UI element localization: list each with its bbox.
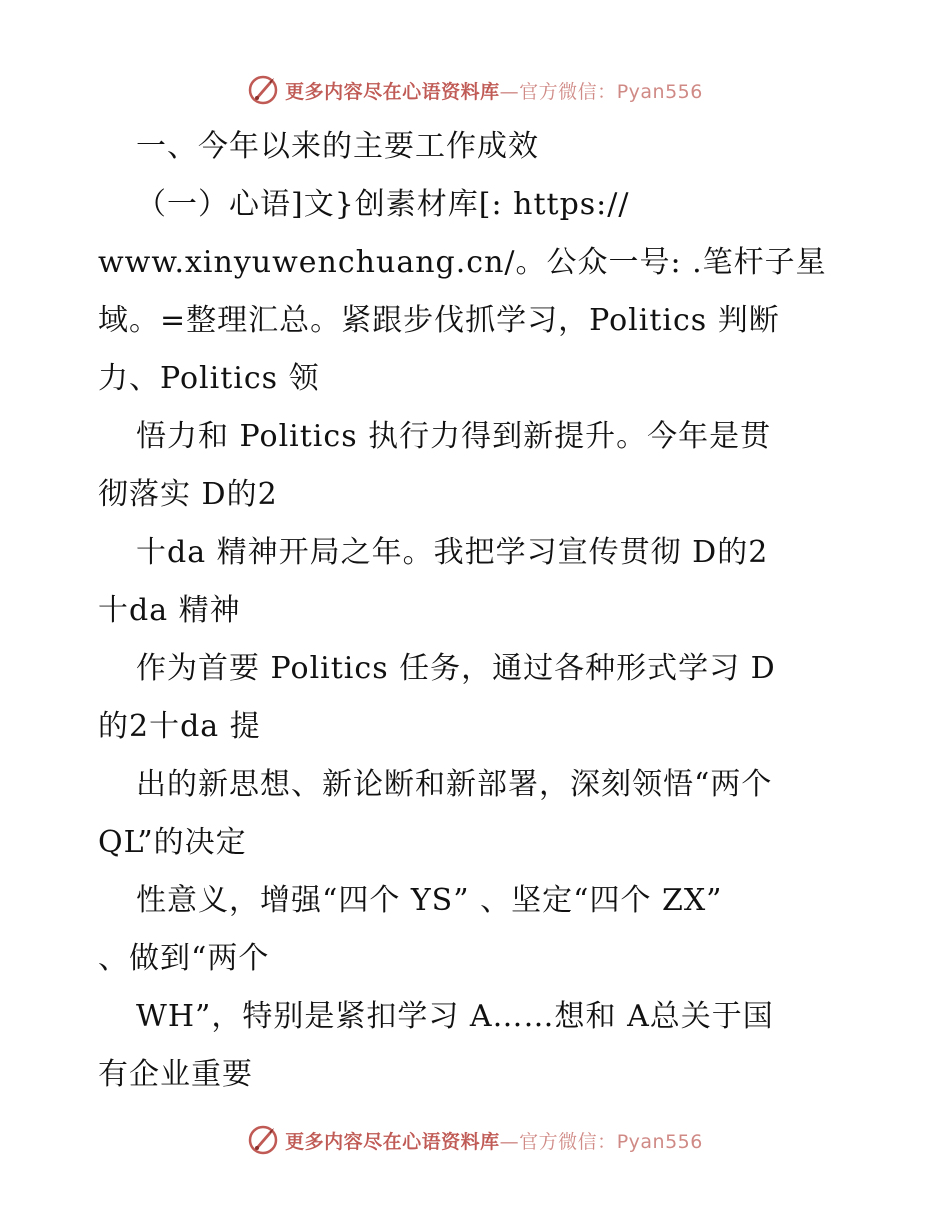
- watermark-text: 更多内容尽在心语资料库—官方微信：Pyan556: [285, 80, 703, 103]
- paragraph-line: 域。=整理汇总。紧跟步伐抓学习，Politics 判断: [98, 303, 780, 338]
- quill-logo-icon: [247, 1124, 279, 1156]
- paragraph-line: www.xinyuwenchuang.cn/。公众一号: .笔杆子星: [98, 245, 827, 280]
- paragraph-line: 有企业重要: [98, 1057, 253, 1092]
- watermark-footer: [0, 1120, 950, 1160]
- paragraph-line: 悟力和 Politics 执行力得到新提升。今年是贯: [136, 419, 772, 454]
- paragraph-line: WH”，特别是紧扣学习 A……想和 A总关于国: [136, 999, 774, 1034]
- section-heading: 一、今年以来的主要工作成效: [136, 129, 539, 164]
- paragraph-line: 、做到“两个: [98, 941, 270, 976]
- watermark-header: [0, 70, 950, 110]
- paragraph-line: 十da 精神: [98, 593, 241, 628]
- quill-logo-icon: [247, 74, 279, 106]
- paragraph-line: 彻落实 D的2: [98, 477, 278, 512]
- paragraph-line: QL”的决定: [98, 825, 247, 860]
- paragraph-line: 力、Politics 领: [98, 361, 320, 396]
- paragraph-line: 出的新思想、新论断和新部署，深刻领悟“两个: [136, 767, 773, 802]
- watermark-text: 更多内容尽在心语资料库—官方微信：Pyan556: [285, 1130, 703, 1153]
- paragraph-line: 的2十da 提: [98, 709, 261, 744]
- paragraph-line: 作为首要 Politics 任务，通过各种形式学习 D: [136, 651, 776, 686]
- document-body: [98, 118, 858, 1104]
- paragraph-line: 十da 精神开局之年。我把学习宣传贯彻 D的2: [136, 535, 769, 570]
- paragraph-line: （一）心语]文}创素材库[: https://: [136, 187, 630, 222]
- paragraph-line: 性意义，增强“四个 YS” 、坚定“四个 ZX”: [136, 883, 723, 918]
